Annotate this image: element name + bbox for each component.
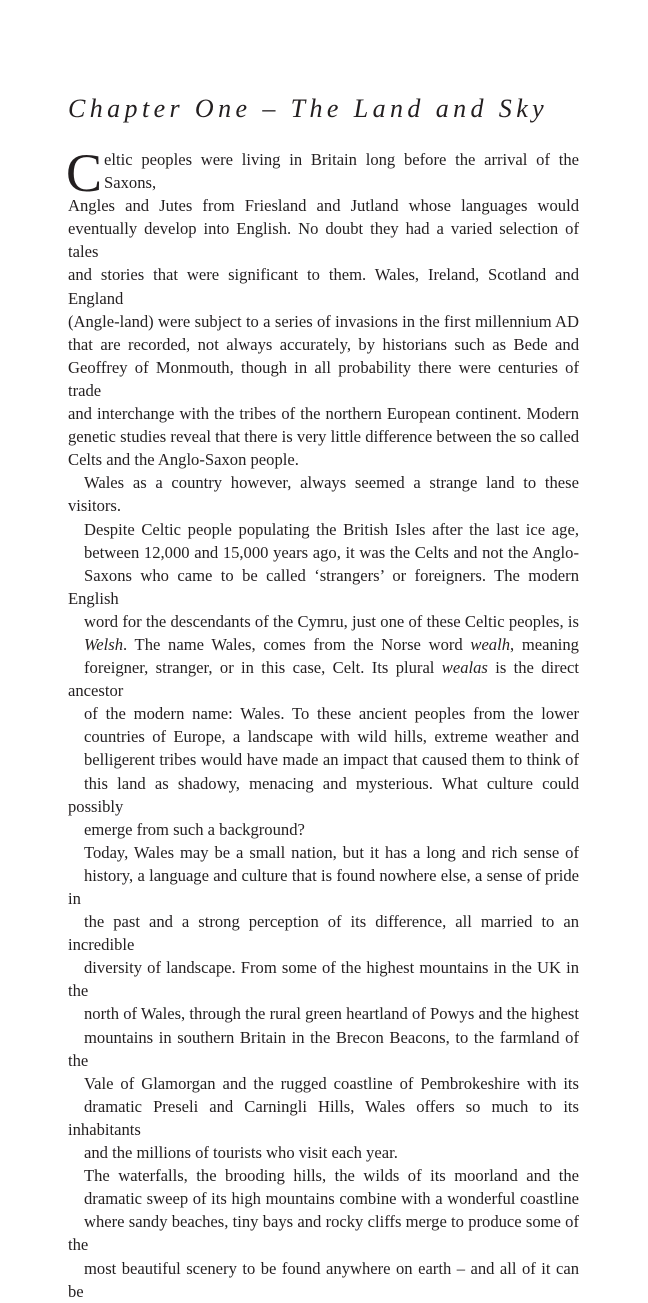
text-line <box>68 633 579 656</box>
text-line: Angles and Jutes from Friesland and Jutland whose languages would <box>68 196 579 216</box>
text-line: and stories that were significant to them. Wales, Ireland, Scotland and England <box>68 265 579 308</box>
text-run: , meaning <box>510 634 579 654</box>
text-line: Vale of Glamorgan and the rugged coastline of Pembrokeshire with its <box>84 1073 579 1093</box>
text-line: genetic studies reveal that there is very little difference between the so called <box>68 427 579 447</box>
text-line: dramatic sweep of its high mountains combine with a wonderful coastline <box>84 1189 579 1209</box>
text-line: eltic peoples were living in Britain long before the arrival of the Saxons, <box>104 150 579 193</box>
text-run: . The name Wales, comes from the Norse word <box>123 634 471 654</box>
text-run: is the direct ancestor <box>68 658 579 701</box>
drop-cap: C <box>66 143 103 203</box>
text-line: between 12,000 and 15,000 years ago, it was the Celts and not the Anglo- <box>84 542 579 562</box>
paragraph-1 <box>66 143 579 471</box>
paragraph-2 <box>68 471 579 841</box>
text-line: emerge from such a background? <box>84 819 305 839</box>
text-line: and interchange with the tribes of the northern European continent. Modern <box>68 404 579 424</box>
text-line: dramatic Preseli and Carningli Hills, Wales offers so much to its inhabitants <box>68 1096 579 1139</box>
text-line: most beautiful scenery to be found anywhere on earth – and all of it can be <box>68 1258 579 1301</box>
text-line: Despite Celtic people populating the British Isles after the last ice age, <box>84 519 579 539</box>
paragraph-4 <box>68 1164 579 1303</box>
text-line: countries of Europe, a landscape with wild hills, extreme weather and <box>84 727 579 747</box>
text-line: mountains in southern Britain in the Brecon Beacons, to the farmland of the <box>68 1027 579 1070</box>
text-line: Today, Wales may be a small nation, but it has a long and rich sense of <box>84 842 579 862</box>
text-line: belligerent tribes would have made an impact that caused them to think of <box>84 750 579 770</box>
text-line: word for the descendants of the Cymru, just one of these Celtic peoples, is <box>84 611 579 631</box>
text-line: eventually develop into English. No doubt they had a varied selection of tales <box>68 219 579 262</box>
text-line: this land as shadowy, menacing and mysterious. What culture could possibly <box>68 773 579 816</box>
text-line <box>68 656 579 702</box>
italic-term: wealh <box>470 634 511 654</box>
text-line: Saxons who came to be called ‘strangers’ or foreigners. The modern English <box>68 565 579 608</box>
text-line: and the millions of tourists who visit each year. <box>84 1143 398 1163</box>
text-line: Celts and the Anglo-Saxon people. <box>68 450 299 470</box>
text-line: where sandy beaches, tiny bays and rocky cliffs merge to produce some of the <box>68 1212 579 1255</box>
text-line: Wales as a country however, always seemed a strange land to these visitors. <box>68 473 579 516</box>
text-line: diversity of landscape. From some of the highest mountains in the UK in the <box>68 958 579 1001</box>
italic-term: Welsh <box>84 634 124 654</box>
chapter-title: Chapter One – The Land and Sky <box>68 94 549 123</box>
text-line: the past and a strong perception of its difference, all married to an incredible <box>68 912 579 955</box>
body-text <box>66 143 579 1303</box>
text-line: history, a language and culture that is found nowhere else, a sense of pride in <box>68 865 579 908</box>
text-line: north of Wales, through the rural green heartland of Powys and the highest <box>84 1004 579 1024</box>
text-run: foreigner, stranger, or in this case, Celt. Its plural <box>84 658 442 678</box>
text-line: that are recorded, not always accurately, by historians such as Bede and <box>68 334 579 354</box>
text-line: of the modern name: Wales. To these ancient peoples from the lower <box>84 704 579 724</box>
paragraph-3 <box>68 841 579 1164</box>
italic-term: wealas <box>441 658 488 678</box>
text-line: The waterfalls, the brooding hills, the wilds of its moorland and the <box>84 1166 579 1186</box>
text-line: Geoffrey of Monmouth, though in all probability there were centuries of trade <box>68 357 579 400</box>
text-line: (Angle-land) were subject to a series of invasions in the first millennium AD <box>68 311 579 331</box>
